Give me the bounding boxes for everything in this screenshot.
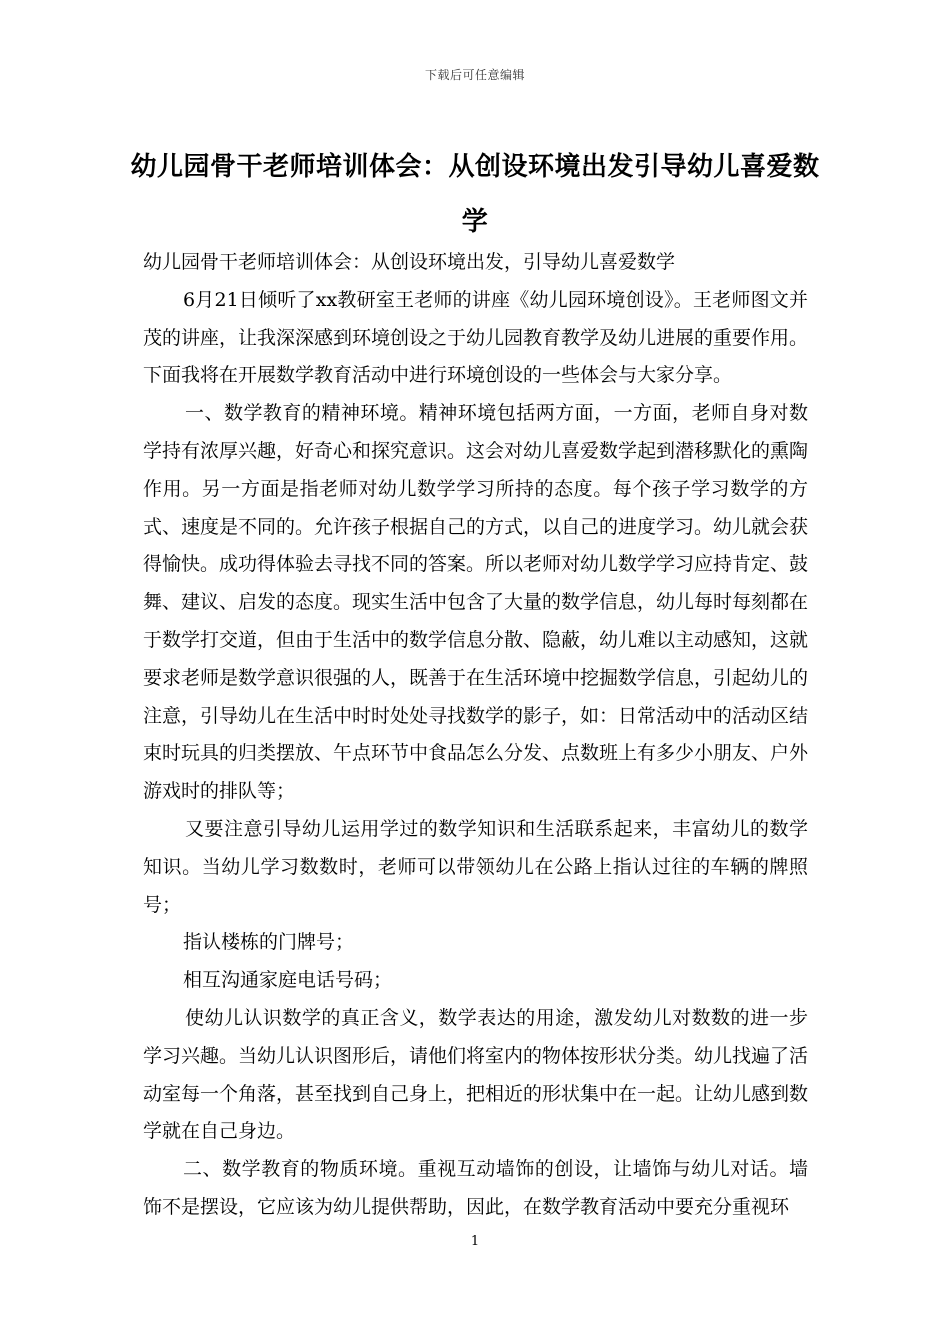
page-number: 1 <box>470 1234 480 1249</box>
paragraph: 二、数学教育的物质环境。重视互动墙饰的创设，让墙饰与幼儿对话。墙饰不是摆设，它应该为幼儿提供帮助，因此，在数学教育活动中要充分重视环 <box>143 1158 808 1218</box>
document-body <box>143 244 808 1227</box>
header-note: 下载后可任意编辑 <box>424 68 525 82</box>
document-title: 幼儿园骨干老师培训体会：从创设环境出发引导幼儿喜爱数学 <box>130 152 820 237</box>
paragraph: 相互沟通家庭电话号码； <box>183 969 393 992</box>
paragraph: 使幼儿认识数学的真正含义，数学表达的用途，激发幼儿对数数的进一步学习兴趣。当幼儿认识图形后，请他们将室内的物体按形状分类。幼儿找遍了活动室每一个角落，甚至找到自己身上，把相近的形状集中在一起。让幼儿感到数学就在自己身边。 <box>143 1006 809 1143</box>
subtitle-paragraph: 幼儿园骨干老师培训体会：从创设环境出发，引导幼儿喜爱数学 <box>143 251 676 273</box>
paragraph: 指认楼栋的门牌号； <box>183 931 355 954</box>
paragraph: 6月21日倾听了xx教研室王老师的讲座《幼儿园环境创设》。王老师图文并茂的讲座，让我深深感到环境创设之于幼儿园教育教学及幼儿进展的重要作用。下面我将在开展数学教育活动中进行环境创设的一些体会与大家分享。 <box>143 288 809 387</box>
paragraph: 一、数学教育的精神环境。精神环境包括两方面，一方面，老师自身对数学持有浓厚兴趣，好奇心和探究意识。这会对幼儿喜爱数学起到潜移默化的熏陶作用。另一方面是指老师对幼儿数学学习所持的态度。每个孩子学习数学的方式、速度是不同的。允许孩子根据自己的方式，以自己的进度学习。幼儿就会获得愉快。成功得体验去寻找不同的答案。所以老师对幼儿数学学习应持肯定、鼓舞、建议、启发的态度。现实生活中包含了大量的数学信息，幼儿每时每刻都在于数学打交道，但由于生活中的数学信息分散、隐蔽，幼儿难以主动感知，这就要求老师是数学意识很强的人，既善于在生活环境中挖掘数学信息，引起幼儿的注意，引导幼儿在生活中时时处处寻找数学的影子，如：日常活动中的活动区结束时玩具的归类摆放、午点环节中食品怎么分发、点数班上有多少小朋友、户外游戏时的排队等； <box>143 402 809 803</box>
paragraph: 又要注意引导幼儿运用学过的数学知识和生活联系起来，丰富幼儿的数学知识。当幼儿学习数数时，老师可以带领幼儿在公路上指认过往的车辆的牌照号； <box>143 817 808 916</box>
